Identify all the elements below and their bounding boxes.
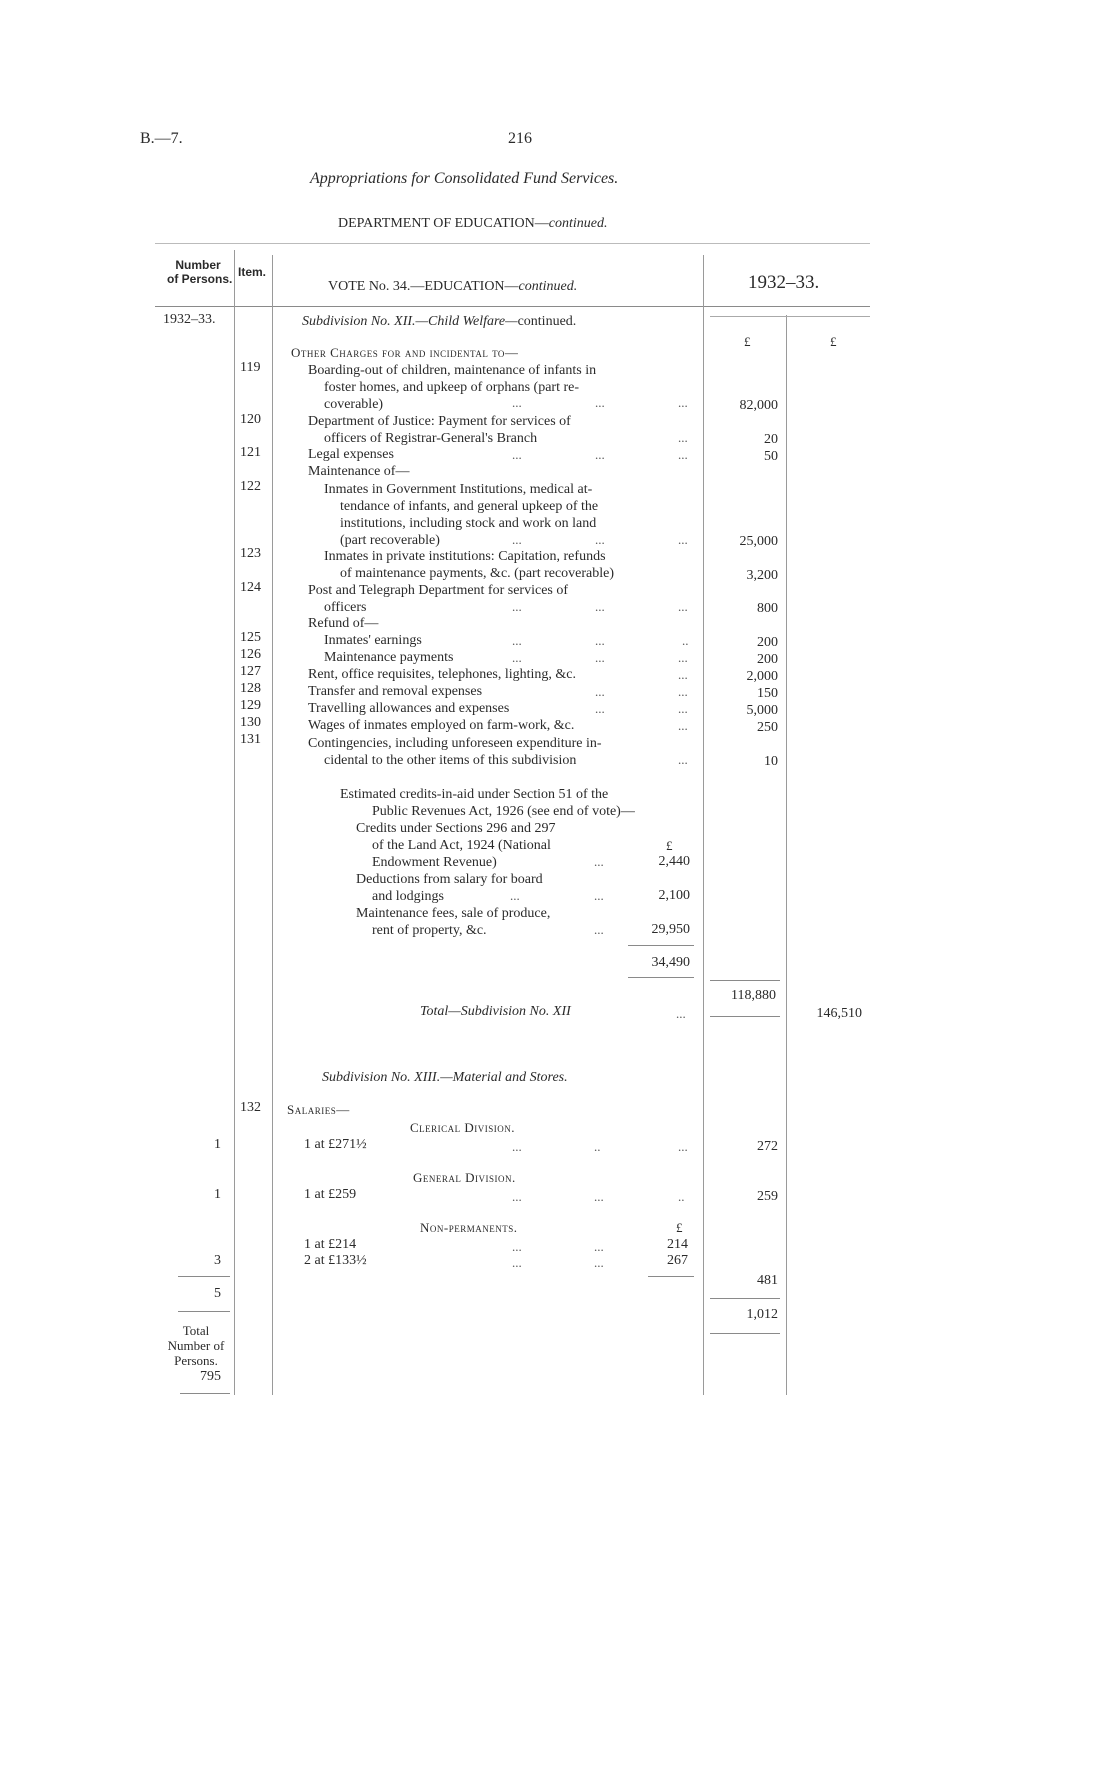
amount-value: 250 — [757, 720, 778, 735]
row-transfer-removal: Transfer and removal expenses — [308, 684, 483, 699]
credits-land-act — [356, 820, 555, 871]
non-permanents-sum-rule — [648, 1276, 694, 1277]
description-line: institutions, including stock and work on land — [340, 516, 597, 531]
leader-dots: ... — [678, 430, 688, 445]
row-wages-of-inmates: Wages of inmates employed on farm-work, &c. — [308, 718, 575, 733]
leader-dots: ... — [678, 701, 688, 716]
amount-value: 200 — [757, 635, 778, 650]
item-number: 127 — [240, 664, 261, 679]
amount-value: 800 — [757, 601, 778, 616]
description-line: cidental to the other items of this subdivision — [324, 753, 577, 768]
item-number: 129 — [240, 698, 261, 713]
leader-dots: .. — [678, 1189, 685, 1204]
row-travelling: Travelling allowances and expenses — [308, 701, 510, 716]
item-number: 132 — [240, 1100, 261, 1115]
leader-dots: ... — [594, 854, 604, 869]
credits-pound-sign: £ — [666, 838, 673, 853]
non-permanent-rate: 2 at £133½ — [304, 1253, 367, 1268]
persons-column-divider — [234, 250, 235, 1395]
credits-total-rule — [628, 977, 694, 978]
sum-rule — [710, 1333, 780, 1334]
sum-rule — [710, 1298, 780, 1299]
leader-dots: ... — [595, 599, 605, 614]
year-column-header: 1932–33. — [748, 272, 820, 293]
leader-dots: ... — [678, 532, 688, 547]
credits-line: Credits under Sections 296 and 297 — [356, 821, 556, 836]
row-boarding-out — [308, 362, 596, 413]
department-continued: continued. — [548, 216, 608, 231]
row-refund-of: Refund of— — [308, 616, 379, 631]
non-permanent-amount: 267 — [667, 1253, 688, 1268]
item-number: 123 — [240, 546, 261, 561]
general-rate: 1 at £259 — [304, 1187, 357, 1202]
leader-dots: ... — [678, 718, 688, 733]
amount-value: 82,000 — [739, 398, 778, 413]
leader-dots: .. — [594, 1139, 601, 1154]
amount-value: 200 — [757, 652, 778, 667]
credits-line: of the Land Act, 1924 (National — [372, 838, 551, 853]
leader-dots: ... — [676, 1006, 686, 1021]
header-rule — [155, 306, 870, 307]
item-number: 126 — [240, 647, 261, 662]
amount-value: 2,000 — [746, 669, 778, 684]
other-charges-heading: Other Charges for and incidental to— — [291, 345, 519, 360]
subdivision-12-title: Subdivision No. XII.—Child Welfare— — [302, 314, 518, 329]
leader-dots: ... — [678, 650, 688, 665]
document-reference: B.—7. — [140, 130, 183, 147]
credits-line: Maintenance fees, sale of produce, — [356, 906, 551, 921]
leader-dots: ... — [595, 532, 605, 547]
pound-sign-col2: £ — [830, 334, 837, 349]
clerical-rate: 1 at £271½ — [304, 1137, 367, 1152]
description-line: Department of Justice: Payment for services of — [308, 414, 571, 429]
clerical-division-heading: Clerical Division. — [410, 1120, 516, 1135]
persons-sum-rule — [178, 1276, 230, 1277]
item-number: 130 — [240, 715, 261, 730]
leader-dots: ... — [678, 447, 688, 462]
subdivision-12-continued: continued. — [517, 314, 577, 329]
description-line: officers of Registrar-General's Branch — [324, 431, 538, 446]
leader-dots: ... — [678, 395, 688, 410]
leader-dots: ... — [595, 633, 605, 648]
leader-dots: ... — [594, 1189, 604, 1204]
subdivision-13-heading: Subdivision No. XIII.—Material and Stores. — [322, 1070, 568, 1085]
sum-rule — [710, 1016, 780, 1017]
leader-dots: .. — [682, 633, 689, 648]
row-contingencies — [308, 735, 602, 769]
leader-dots: ... — [594, 1239, 604, 1254]
leader-dots: ... — [512, 532, 522, 547]
vote-title-continued: continued. — [518, 279, 578, 294]
description-line: coverable) — [324, 397, 384, 412]
amount-value: 50 — [764, 449, 778, 464]
amount-value: 150 — [757, 686, 778, 701]
leader-dots: ... — [510, 888, 520, 903]
row-legal-expenses: Legal expenses — [308, 447, 394, 462]
salaries-heading: Salaries— — [287, 1102, 350, 1117]
leader-dots: ... — [595, 701, 605, 716]
clerical-persons: 1 — [214, 1137, 221, 1152]
non-permanent-amount: 214 — [667, 1237, 688, 1252]
credits-maintenance-fees — [356, 905, 550, 939]
item-number: 121 — [240, 445, 261, 460]
subdivision-12-heading — [302, 314, 576, 330]
leader-dots: ... — [594, 922, 604, 937]
description-line: tendance of infants, and general upkeep of the — [340, 499, 599, 514]
description-line: Inmates in Government Institutions, medical at- — [324, 482, 593, 497]
description-line: Contingencies, including unforeseen expenditure in- — [308, 736, 602, 751]
credits-sum-rule — [628, 945, 694, 946]
leader-dots: ... — [512, 1239, 522, 1254]
amount-value: 25,000 — [739, 534, 778, 549]
subdivision-13-grand-total: 1,012 — [746, 1307, 778, 1322]
description-line: (part recoverable) — [340, 533, 440, 548]
amount-column-divider — [786, 315, 787, 1395]
description-column-divider — [703, 255, 704, 1395]
persons-column-header — [167, 258, 233, 286]
row-post-and-telegraph — [308, 582, 568, 616]
leader-dots: ... — [512, 1189, 522, 1204]
item-column-divider — [272, 255, 273, 1395]
non-permanents-heading: Non-permanents. — [420, 1220, 518, 1235]
leader-dots: ... — [594, 1255, 604, 1270]
subdivision-12-total: 146,510 — [816, 1006, 862, 1021]
persons-total-rule — [178, 1311, 230, 1312]
department-heading — [338, 216, 607, 232]
credits-land-amount: 2,440 — [658, 854, 690, 869]
credits-total: 34,490 — [651, 955, 690, 970]
description-line: officers — [324, 600, 367, 615]
total-persons-rule — [180, 1393, 230, 1394]
leader-dots: ... — [594, 888, 604, 903]
vote-title-text: VOTE No. 34.—EDUCATION— — [328, 279, 519, 294]
leader-dots: ... — [512, 447, 522, 462]
persons-header-line1: Number — [175, 258, 221, 272]
general-division-heading: General Division. — [413, 1170, 516, 1185]
description-line: Post and Telegraph Department for services of — [308, 583, 569, 598]
description-line: Inmates in private institutions: Capitation, refunds — [324, 549, 606, 564]
description-line: of maintenance payments, &c. (part recoverable) — [340, 566, 615, 581]
amount-header-rule — [710, 316, 870, 317]
persons-header-line2: of Persons. — [167, 272, 233, 286]
credits-board-amount: 2,100 — [658, 888, 690, 903]
leader-dots: ... — [512, 395, 522, 410]
page-number: 216 — [508, 130, 532, 147]
total-label-line: Persons. — [174, 1353, 218, 1368]
row-maintenance-of: Maintenance of— — [308, 464, 410, 479]
amount-value: 3,200 — [746, 568, 778, 583]
subdivision-13-persons-total: 5 — [214, 1286, 221, 1301]
general-amount: 259 — [757, 1189, 778, 1204]
leader-dots: ... — [678, 684, 688, 699]
amount-value: 20 — [764, 432, 778, 447]
leader-dots: ... — [595, 650, 605, 665]
leader-dots: ... — [678, 1139, 688, 1154]
row-rent-office: Rent, office requisites, telephones, lighting, &c. — [308, 667, 577, 682]
pound-sign-col1: £ — [744, 334, 751, 349]
leader-dots: ... — [595, 395, 605, 410]
total-label-line: Number of — [167, 1338, 225, 1353]
leader-dots: ... — [595, 684, 605, 699]
leader-dots: ... — [512, 633, 522, 648]
item-number: 128 — [240, 681, 261, 696]
row-maintenance-payments: Maintenance payments — [324, 650, 454, 665]
sum-rule — [710, 980, 780, 981]
leader-dots: ... — [678, 752, 688, 767]
credits-line: and lodgings — [372, 889, 444, 904]
item-number: 122 — [240, 479, 261, 494]
total-number-of-persons-label — [160, 1323, 232, 1368]
leader-dots: ... — [595, 447, 605, 462]
credits-intro-line: Public Revenues Act, 1926 (see end of vote)— — [372, 804, 635, 819]
credits-fees-amount: 29,950 — [651, 922, 690, 937]
credits-line: Endowment Revenue) — [372, 855, 497, 870]
item-number: 131 — [240, 732, 261, 747]
total-label-line: Total — [182, 1323, 210, 1338]
row-government-institutions — [324, 481, 598, 549]
leader-dots: ... — [678, 599, 688, 614]
row-inmates-earnings: Inmates' earnings — [324, 633, 422, 648]
subdivision-12-sum: 118,880 — [731, 988, 776, 1003]
row-department-of-justice — [308, 413, 571, 447]
non-permanents-total: 481 — [757, 1273, 778, 1288]
general-persons: 1 — [214, 1187, 221, 1202]
page-title: Appropriations for Consolidated Fund Services. — [310, 170, 619, 187]
vote-title — [328, 279, 577, 295]
amount-value: 5,000 — [746, 703, 778, 718]
subdivision-12-total-label: Total—Subdivision No. XII — [420, 1004, 571, 1019]
leader-dots: ... — [678, 667, 688, 682]
item-number: 124 — [240, 580, 261, 595]
clerical-amount: 272 — [757, 1139, 778, 1154]
leader-dots: ... — [512, 1255, 522, 1270]
department-name: DEPARTMENT OF EDUCATION— — [338, 216, 549, 231]
non-permanent-persons: 3 — [214, 1253, 221, 1268]
non-permanents-pound-sign: £ — [676, 1220, 683, 1235]
description-line: foster homes, and upkeep of orphans (part re- — [324, 380, 580, 395]
amount-value: 10 — [764, 754, 778, 769]
item-number: 119 — [240, 360, 261, 375]
leader-dots: ... — [512, 1139, 522, 1154]
top-rule — [155, 243, 870, 244]
item-column-header: Item. — [238, 265, 267, 279]
leader-dots: ... — [512, 599, 522, 614]
item-number: 125 — [240, 630, 261, 645]
leader-dots: ... — [512, 650, 522, 665]
item-number: 120 — [240, 412, 261, 427]
total-persons-value: 795 — [200, 1369, 221, 1384]
non-permanent-rate: 1 at £214 — [304, 1237, 357, 1252]
credits-intro-line: Estimated credits-in-aid under Section 51 of the — [340, 787, 609, 802]
row-private-institutions — [324, 548, 614, 582]
credits-line: rent of property, &c. — [372, 923, 487, 938]
credits-in-aid-intro — [340, 786, 635, 820]
persons-year: 1932–33. — [163, 312, 216, 327]
credits-line: Deductions from salary for board — [356, 872, 543, 887]
description-line: Boarding-out of children, maintenance of infants in — [308, 363, 597, 378]
